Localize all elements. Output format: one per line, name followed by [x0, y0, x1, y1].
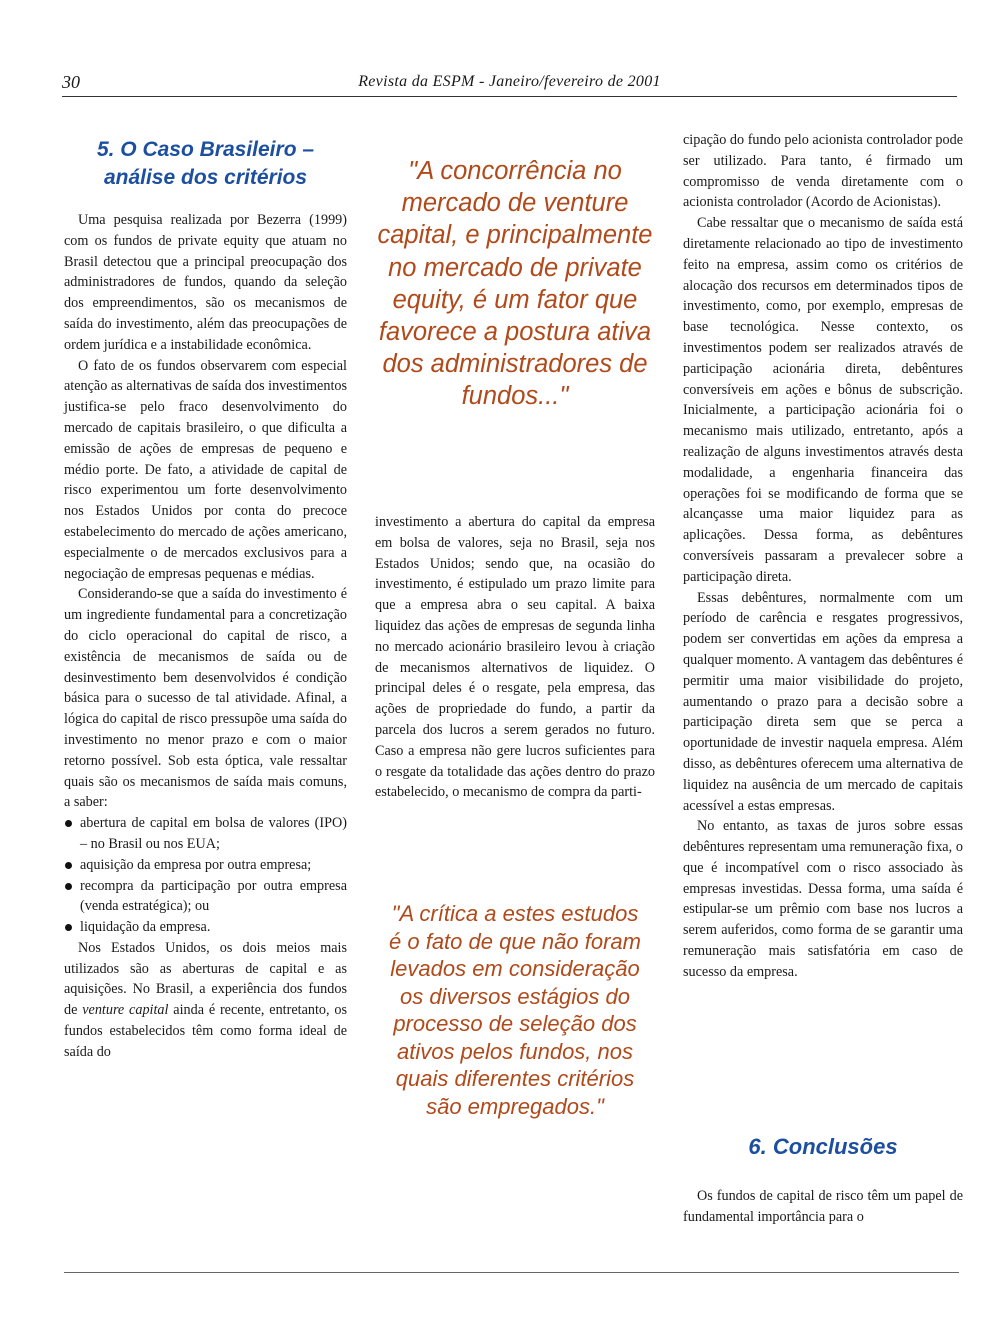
col1-paragraph-2: O fato de os fundos observarem com especial atenção as alternativas de saída dos investimentos justifica-se pelo fraco desenvolvimento do mercado de capitais brasileiro, o que dificulta a emissão de ações de empresas de pequeno e médio porte. De fato, a atividade de capital de risco experimentou um forte desenvolvimento nos Estados Unidos por conta do precoce estabelecimento do mercado de ações americano, especialmente o de mercados exclusivos para a negociação de empresas pequenas e médias.: [64, 357, 347, 582]
col3-paragraph-4: No entanto, as taxas de juros sobre essas debêntures representam uma remuneração fixa, o que é incompatível com o risco associado às empresas investidas. Dessa forma, uma saída é estipular-se um prêmio com base nos lucros a serem auferidos, como forma de se garantir uma remuneração mais satisfatória em caso de sucesso da empresa.: [683, 818, 963, 980]
list-item: aquisição da empresa por outra empresa;: [64, 855, 347, 876]
page-number: 30: [62, 72, 80, 92]
running-head: Revista da ESPM - Janeiro/fevereiro de 2001: [358, 73, 661, 90]
col1-paragraph-4-part-b: ainda é recente, entretanto, os fundos estabelecidos têm como forma ideal de saída do: [64, 1002, 347, 1060]
section-6-title: 6. Conclusões: [748, 1134, 898, 1159]
page-header: [62, 70, 957, 97]
column-1: [64, 210, 347, 1063]
list-item: liquidação da empresa.: [64, 917, 347, 938]
col1-paragraph-4-emphasis: venture capital: [82, 1002, 169, 1019]
list-item: recompra da participação por outra empresa (venda estratégica); ou: [64, 876, 347, 918]
pull-quote-1: "A concorrência no mercado de venture capital, e principalmente no mercado de private equity, é um fator que favorece a postura ativa dos administradores de fundos...": [377, 157, 653, 411]
col1-paragraph-4-part-a: Nos Estados Unidos, os dois meios mais utilizados são as aberturas de capital e as aquisições. No Brasil, a experiência dos fundos de: [64, 939, 347, 1019]
column-3-continued: [683, 1186, 963, 1228]
column-2: [375, 512, 655, 803]
column-3: [683, 130, 963, 983]
col3-paragraph-1: cipação do fundo pelo acionista controlador pode ser utilizado. Para tanto, é firmado um compromisso de venda diretamente com o acionista controlador (Acordo de Acionistas).: [683, 132, 963, 211]
exit-mechanisms-list: [64, 813, 347, 938]
section-5-title-line-2: análise dos critérios: [103, 166, 308, 189]
col3-paragraph-2: Cabe ressaltar que o mecanismo de saída está diretamente relacionado ao tipo de investimento feito na empresa, assim como os critérios de alocação dos recursos em determinados tipos de investimento, como, por exemplo, empresas de base tecnológica. Nesse contexto, os investimentos podem ser realizados através de participação acionária direta, debêntures conversíveis em ações e bônus de subscrição. Inicialmente, a participação acionária foi o mecanismo mais utilizado, entretanto, após a realização de alguns investimentos através desta modalidade, a engenharia financeira das operações foi se modificando de forma que se alcançasse uma maior liquidez para as aplicações. Dessa forma, as debêntures conversíveis passaram a prevalecer sobre a participação direta.: [683, 215, 963, 585]
section-5-title: [64, 136, 347, 192]
col3-paragraph-5: Os fundos de capital de risco têm um papel de fundamental importância para o: [683, 1188, 963, 1225]
col1-paragraph-3: Considerando-se que a saída do investimento é um ingrediente fundamental para a concretização do ciclo operacional do capital de risco, a existência de mecanismos de saída ou de desinvestimento bem desenvolvidos é condição básica para o sucesso de tal atividade. Afinal, a lógica do capital de risco pressupõe uma saída do investimento no menor prazo e com o maior retorno possível. Sob esta óptica, vale ressaltar quais são os mecanismos de saída mais comuns, a saber:: [64, 586, 347, 811]
footer-rule: [64, 1272, 959, 1273]
col1-paragraph-4: [64, 938, 347, 1063]
col3-paragraph-3: Essas debêntures, normalmente com um período de carência e resgates progressivos, podem ser convertidas em ações da empresa a qualquer momento. A vantagem das debêntures é permitir uma maior visibilidade do projeto, aumentando o prazo para a decisão sobre a participação direta sem que se perca a oportunidade de investir naquela empresa. Além disso, as debêntures oferecem uma alternativa de liquidez na ausência de um mercado de capitais acessível a estas empresas.: [683, 589, 963, 814]
section-5-title-line-1: 5. O Caso Brasileiro –: [96, 138, 315, 161]
pull-quote-2: "A crítica a estes estudos é o fato de que não foram levados em consideração os diversos estágios do processo de seleção dos ativos pelos fundos, nos quais diferentes critérios são empregados.": [389, 901, 641, 1119]
list-item: abertura de capital em bolsa de valores (IPO) – no Brasil ou nos EUA;: [64, 813, 347, 855]
col2-paragraph-1: investimento a abertura do capital da empresa em bolsa de valores, seja no Brasil, seja nos Estados Unidos; sendo que, na ocasião do investimento, é estipulado um prazo limite para que a empresa abra o seu capital. A baixa liquidez das ações de empresas de segunda linha no mercado acionário brasileiro levou à criação de mecanismos alternativos de liquidez. O principal deles é o resgate, pela empresa, das ações de propriedade do fundo, a partir da parcela dos lucros a serem gerados no futuro. Caso a empresa não gere lucros suficientes para o resgate da totalidade das ações dentro do prazo estabelecido, o mecanismo de compra da parti-: [375, 514, 655, 801]
col1-paragraph-1: Uma pesquisa realizada por Bezerra (1999) com os fundos de private equity que atuam no Brasil detectou que a principal preocupação dos administradores de fundos, quando da seleção dos empreendimentos, são os mecanismos de saída do investimento, além das preocupações de ordem jurídica e a instabilidade econômica.: [64, 212, 347, 353]
